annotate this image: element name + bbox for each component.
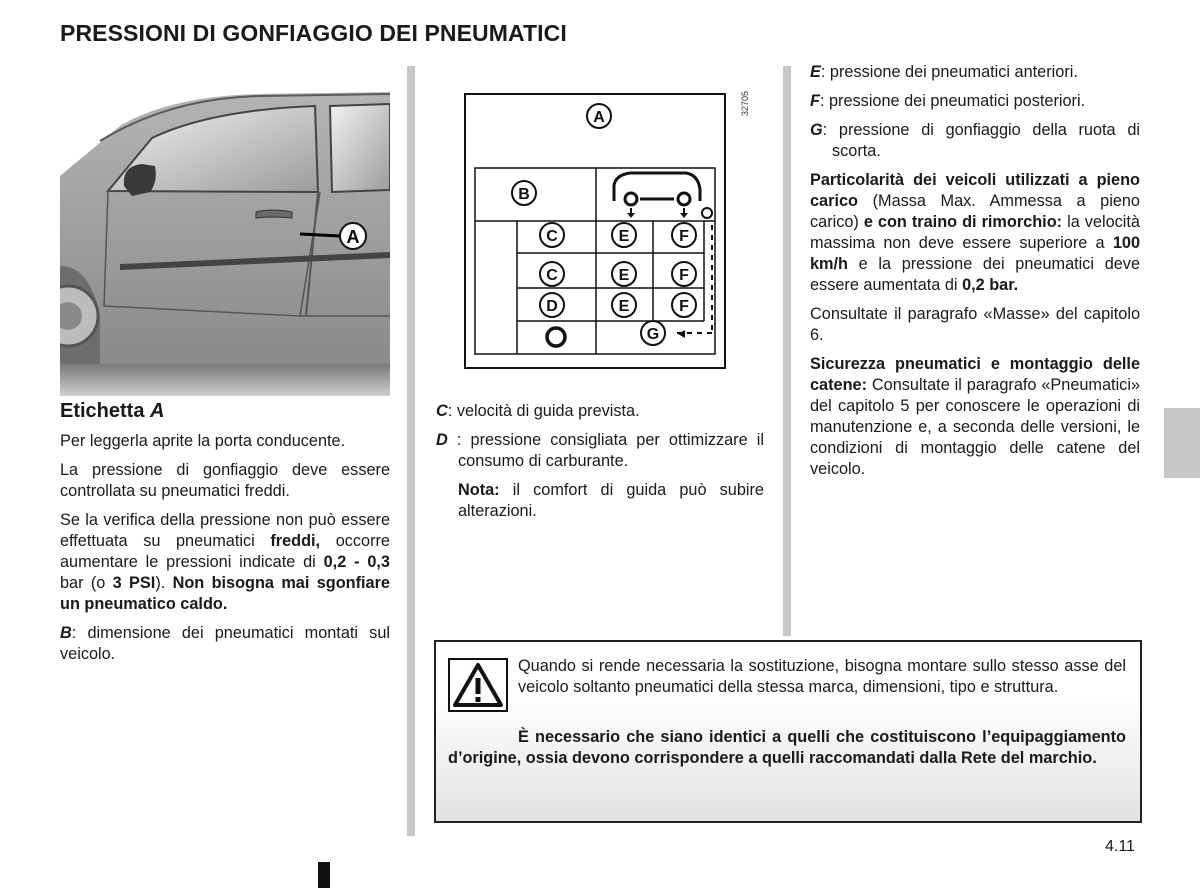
diagram-label-c1: C [546,228,558,245]
column-divider-left [407,66,415,836]
right-paragraph-1: Particolarità dei veicoli utilizzati a pieno carico (Massa Max. Ammessa a pieno carico) e con traino di rimorchio: la velocità massima non deve essere superiore a 100 km/h e la pressione dei pneumatici deve essere aumentata di 0,2 bar. [810,171,1140,294]
diagram-figure-code: 32705 [740,90,750,116]
diagram-label-f2: F [679,267,689,284]
diagram-label-e3: E [618,298,630,315]
definition-g: G: pressione di gonfiaggio della ruota di scorta. [810,121,1140,160]
right-paragraph-3: Sicurezza pneumatici e montaggio delle catene: Consultate il paragrafo «Pneumatici» del capitolo 5 per conoscere le operazioni di manutenzione e, a seconda delle versioni, le condizioni di montaggio delle catene del veicolo. [810,355,1140,478]
diagram-label-f3: F [679,298,689,315]
warning-bold-text: È necessario che siano identici a quelli che costituiscono l’equipaggiamento d’origine, ossia devono corrispondere a quelli raccomandati dalla Rete del marchio. [448,728,1126,767]
diagram-label-c2: C [546,267,558,284]
chapter-tab [1164,408,1200,478]
left-paragraph-3: Se la verifica della pressione non può essere effettuata su pneumatici freddi, occorre aumentare le pressioni indicate di 0,2 - 0,3 bar (o 3 PSI). Non bisogna mai sgonfiare un pneumatico caldo. [60,511,390,613]
warning-box [434,640,1142,823]
diagram-label-f1: F [679,228,689,245]
column-divider-right [783,66,791,636]
page-number: 4.11 [1105,838,1135,855]
diagram-label-b: B [518,186,530,203]
warning-triangle-icon [448,658,508,712]
left-paragraph-4: B: dimensione dei pneumatici montati sul veicolo. [60,624,390,663]
diagram-label-e2: E [618,267,630,284]
right-paragraph-2: Consultate il paragrafo «Masse» del capitolo 6. [810,305,1140,344]
car-door-illustration [60,66,390,396]
definition-f: F: pressione dei pneumatici posteriori. [810,92,1086,110]
note: Nota: il comfort di guida può subire alterazioni. [458,481,764,520]
definition-c: C: velocità di guida prevista. [436,402,640,420]
page-marker [318,862,330,888]
page-title: PRESSIONI DI GONFIAGGIO DEI PNEUMATICI [60,20,567,46]
left-column [60,401,390,673]
label-a-heading: Etichetta A [60,400,165,422]
right-column [810,62,1140,488]
diagram-label-a: A [593,109,605,126]
left-paragraph-1: Per leggerla aprite la porta conducente. [60,432,346,450]
diagram-label-e1: E [618,228,630,245]
middle-column [436,401,764,530]
diagram-label-g: G [646,326,660,343]
warning-text: Quando si rende necessaria la sostituzione, bisogna montare sullo stesso asse del veicolo soltanto pneumatici della stessa marca, dimensioni, tipo e struttura. [518,657,1126,696]
left-paragraph-2: La pressione di gonfiaggio deve essere controllata su pneumatici freddi. [60,461,390,500]
definition-e: E: pressione dei pneumatici anteriori. [810,63,1078,81]
car-label-a: A [346,227,360,247]
diagram-label-d: D [546,298,558,315]
tyre-label-diagram [464,93,726,369]
definition-d: D : pressione consigliata per ottimizzare il consumo di carburante. [436,431,764,470]
